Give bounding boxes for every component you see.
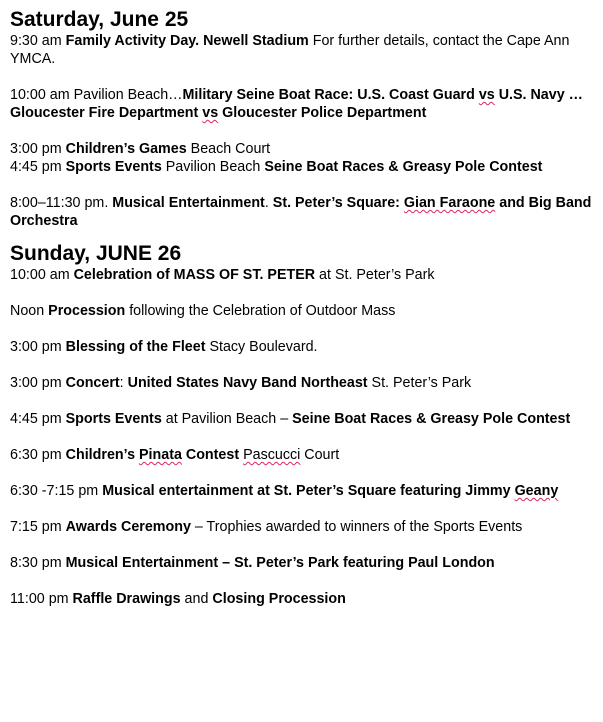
schedule-entry	[10, 374, 593, 392]
entry-text: 4:45 pm	[10, 411, 66, 427]
entry-text: St. Peter’s Park	[367, 375, 472, 391]
schedule-entry	[10, 446, 593, 464]
schedule-entry	[10, 194, 593, 230]
entry-text: 4:45 pm	[10, 159, 66, 175]
entry-text: For further details, contact the Cape Ann YMCA.	[10, 33, 570, 67]
entry-text: 11:00 pm	[10, 591, 73, 607]
schedule-entry	[10, 266, 593, 284]
entry-bold-text: Musical Entertainment – St. Peter’s Park featuring Paul London	[65, 555, 495, 571]
entry-text: following the Celebration of Outdoor Mass	[125, 303, 396, 319]
entry-bold-text: Gloucester Police Department	[218, 105, 427, 121]
entry-text: :	[119, 375, 128, 391]
entry-text: and	[180, 591, 213, 607]
entry-bold-text: Concert	[65, 375, 120, 391]
entry-bold-text: Procession	[48, 303, 126, 319]
entry-text: 3:00 pm	[10, 339, 66, 355]
entry-bold-text: Blessing of the Fleet	[65, 339, 206, 355]
entry-bold-text: Gian Faraone	[403, 195, 496, 211]
entry-bold-text: United States Navy Band Northeast	[127, 375, 368, 391]
entry-text: 8:00–11:30 pm.	[10, 195, 113, 211]
schedule-entry	[10, 158, 593, 176]
entry-bold-text: Closing Procession	[212, 591, 346, 607]
entry-bold-text: Awards Ceremony	[65, 519, 191, 535]
entry-text: Stacy Boulevard.	[205, 339, 318, 355]
entry-bold-text: Family Activity Day. Newell Stadium	[65, 33, 309, 49]
entry-text: 7:15 pm	[10, 519, 66, 535]
entry-bold-text: Contest	[181, 447, 240, 463]
entry-bold-text: and Big Band Orchestra	[10, 195, 592, 229]
schedule-entry	[10, 140, 593, 158]
entry-text: 10:00 am	[10, 267, 74, 283]
entry-text: 3:00 pm	[10, 141, 66, 157]
schedule-entry	[10, 86, 593, 122]
entry-text: 6:30 pm	[10, 447, 66, 463]
entry-bold-text: Seine Boat Races & Greasy Pole Contest	[264, 159, 543, 175]
entry-text: 8:30 pm	[10, 555, 66, 571]
entry-text: 10:00 am Pavilion Beach…	[10, 87, 183, 103]
entry-bold-text: Musical entertainment at St. Peter’s Square featuring Jimmy	[102, 483, 515, 499]
entries-list	[10, 32, 593, 230]
entry-bold-text: vs	[478, 87, 495, 103]
entry-bold-text: Children’s	[65, 447, 139, 463]
schedule-entry	[10, 554, 593, 572]
entry-text: at St. Peter’s Park	[315, 267, 435, 283]
entry-text: 6:30 -7:15 pm	[10, 483, 103, 499]
schedule-entry	[10, 410, 593, 428]
entry-text: Pascucci	[243, 447, 301, 463]
entry-bold-text: Seine Boat Races & Greasy Pole Contest	[292, 411, 571, 427]
schedule-entry	[10, 302, 593, 320]
entry-bold-text: U.S. Navy … Gloucester Fire Department	[10, 87, 583, 121]
entry-bold-text: Celebration of MASS OF ST. PETER	[73, 267, 316, 283]
entry-text: Noon	[10, 303, 49, 319]
schedule-entry	[10, 32, 593, 68]
entry-text: Beach Court	[186, 141, 271, 157]
schedule-entry	[10, 482, 593, 500]
entry-bold-text: St. Peter’s Square:	[272, 195, 404, 211]
schedule-entry	[10, 338, 593, 356]
entry-text: – Trophies awarded to winners of the Sports Events	[190, 519, 523, 535]
entry-bold-text: Geany	[514, 483, 559, 499]
day-heading: Sunday, JUNE 26	[10, 242, 182, 265]
entry-text: .	[264, 195, 273, 211]
day-section-sunday	[10, 242, 593, 608]
schedule-entry	[10, 518, 593, 536]
entry-text: 9:30 am	[10, 33, 66, 49]
entry-bold-text: Raffle Drawings	[72, 591, 181, 607]
entry-text: 3:00 pm	[10, 375, 66, 391]
entry-bold-text: Sports Events	[65, 159, 162, 175]
entry-bold-text: vs	[202, 105, 219, 121]
day-section-saturday	[10, 8, 593, 230]
entries-list	[10, 266, 593, 608]
entry-text: Court	[300, 447, 340, 463]
entry-text: Pavilion Beach	[161, 159, 265, 175]
entry-bold-text: Sports Events	[65, 411, 162, 427]
day-heading: Saturday, June 25	[10, 8, 189, 31]
entry-bold-text: Military Seine Boat Race: U.S. Coast Guard	[182, 87, 479, 103]
entry-bold-text: Musical Entertainment	[112, 195, 265, 211]
entry-bold-text: Children’s Games	[65, 141, 187, 157]
entry-text: at Pavilion Beach –	[161, 411, 293, 427]
entry-bold-text: Pinata	[139, 447, 182, 463]
schedule-entry	[10, 590, 593, 608]
